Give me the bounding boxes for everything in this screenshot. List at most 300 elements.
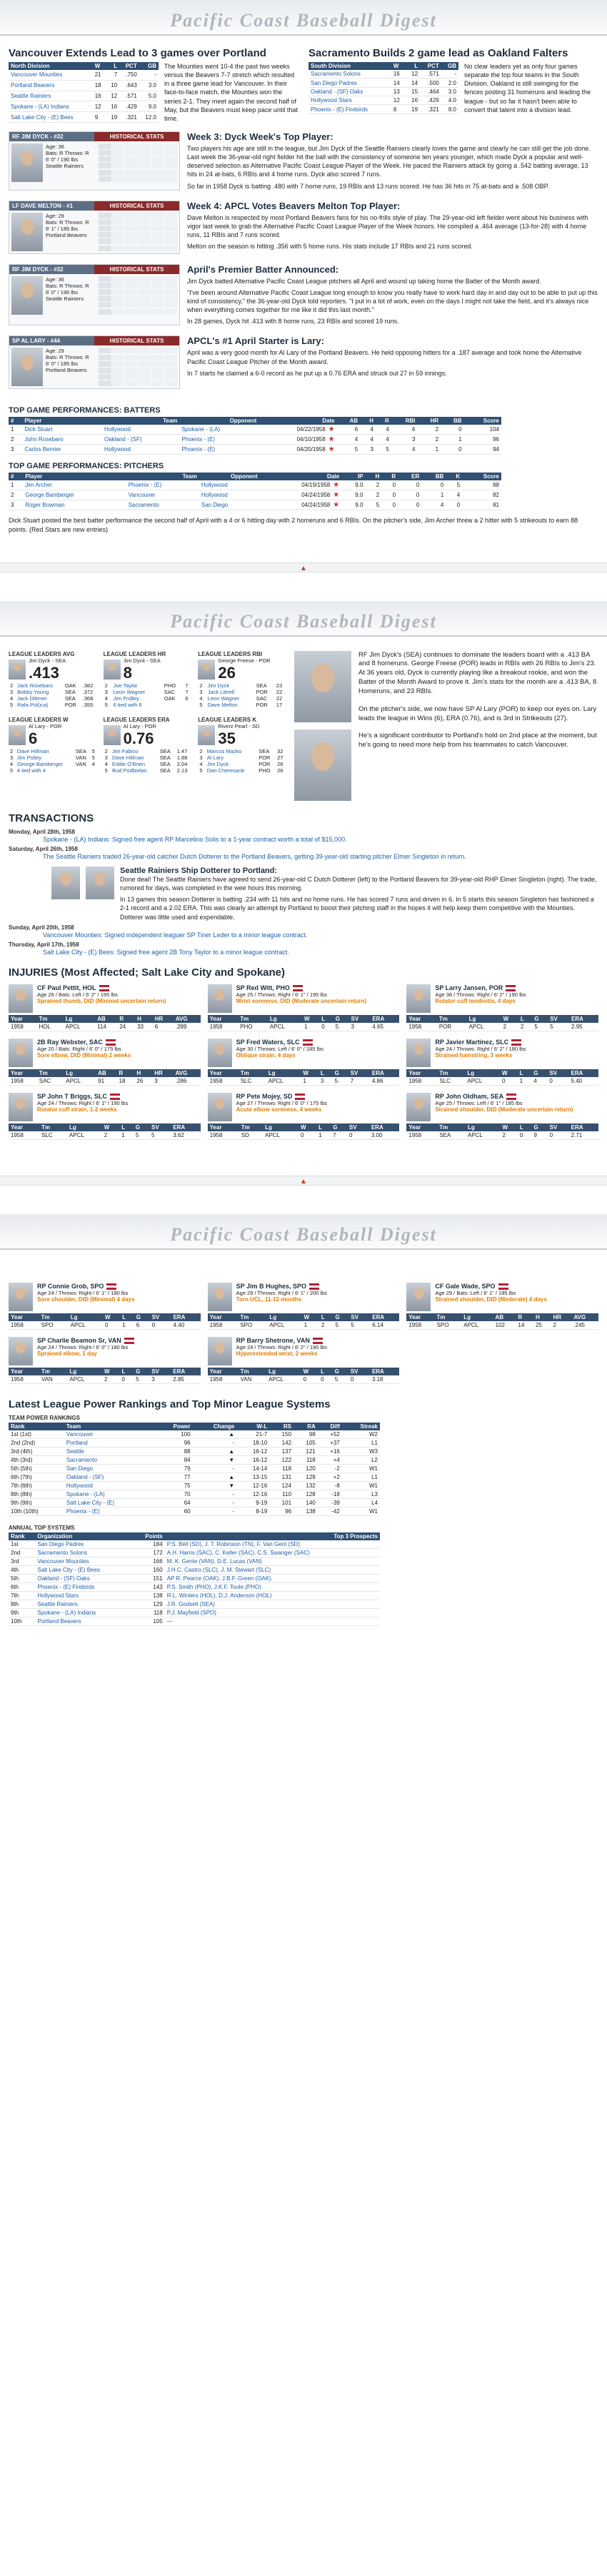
systems-cell: 6th xyxy=(9,1582,35,1591)
injury-stats-header xyxy=(9,1069,201,1077)
pitchers-cell: 0 xyxy=(446,500,462,510)
leader-photo xyxy=(104,725,121,745)
new-entry-star-icon: ★ xyxy=(333,491,340,500)
injury-stats-col-header: Tm xyxy=(239,1368,266,1375)
systems-cell: 7th xyxy=(9,1591,35,1600)
pitching-leaders xyxy=(9,717,287,774)
stats-cell xyxy=(112,289,125,295)
injury-card xyxy=(406,984,598,1031)
team-rankings-cell[interactable]: Spokane - (LA) xyxy=(64,1490,155,1498)
north-col-header: North Division xyxy=(9,62,93,70)
injured-player-name[interactable]: RP Connie Grob, SPO xyxy=(37,1282,104,1290)
stats-cell xyxy=(151,302,164,308)
systems-cell[interactable]: P.J. Mayfield (SPO) xyxy=(165,1608,380,1617)
injury-stats-col-header: L xyxy=(318,1069,333,1077)
injury-stats-col-header: L xyxy=(518,1069,532,1077)
south-cell[interactable]: Hollywood Stars xyxy=(308,96,391,105)
list-item xyxy=(104,702,193,708)
team-rankings-cell: L4 xyxy=(342,1498,380,1507)
digest-title: Pacific Coast Baseball Digest xyxy=(170,10,437,31)
injury-stats-col-header: Lg xyxy=(64,1015,96,1023)
leader-list-cell[interactable]: 6 tied with 6 xyxy=(113,701,142,708)
leader-list-cell xyxy=(91,767,98,774)
injured-player-info: Age 24 / Throws: Right / 6' 2" / 190 lbs xyxy=(236,1344,328,1351)
pitchers-cell[interactable]: Phoenix - (E) xyxy=(126,480,199,490)
leader-list-cell[interactable]: Dave Hillman xyxy=(111,754,144,761)
stats-cell xyxy=(125,170,138,176)
table-row xyxy=(9,1023,201,1031)
injured-player-name[interactable]: SP Larry Jansen, POR xyxy=(435,984,503,991)
leader-list-cell: POR xyxy=(64,701,76,708)
batters-cell[interactable]: Carlos Bernier xyxy=(22,445,102,455)
batters-cell: 2 xyxy=(417,435,441,445)
leader-value: .413 xyxy=(29,663,59,682)
leader-list-cell[interactable]: Jim Dyck xyxy=(206,760,229,767)
leader-list-cell[interactable]: Jim Polley xyxy=(16,754,42,761)
stats-cell xyxy=(125,368,138,373)
injury-stats-cell: 1958 xyxy=(406,1131,437,1140)
batters-col-header: Score xyxy=(464,417,501,425)
stats-cell xyxy=(125,143,138,149)
injury-stats-header xyxy=(9,1368,201,1375)
stats-cell xyxy=(165,283,178,288)
stats-cell xyxy=(125,283,138,288)
leader-list-cell[interactable]: Dave Hillman xyxy=(16,747,49,754)
leader-list-cell[interactable]: Al Lary xyxy=(206,754,224,761)
batters-cell[interactable]: John Rosebaro xyxy=(22,435,102,445)
injury-stats-col-header: ERA xyxy=(171,1313,201,1321)
north-cell[interactable]: Portland Beavers xyxy=(9,80,93,91)
stats-cell xyxy=(165,176,178,182)
team-rankings-cell: 140 xyxy=(294,1498,318,1507)
north-division xyxy=(9,47,299,123)
team-rankings-cell: 64 xyxy=(155,1498,192,1507)
systems-cell[interactable]: P.S. Smith (PHO), J.K.F. Toole (PHO) xyxy=(165,1582,380,1591)
transaction-text: Salt Lake City - (E) Bees: Signed free agent 2B Tony Taylor to a minor league contract. xyxy=(43,948,289,956)
injury-stats-cell: APCL xyxy=(267,1321,301,1330)
leaders-boards xyxy=(9,651,287,801)
batters-cell[interactable]: Hollywood xyxy=(102,425,179,435)
north-cell: 16 xyxy=(93,91,106,101)
injury-stats-col-header: L xyxy=(319,1015,333,1023)
banner-rule xyxy=(0,34,607,36)
transaction-3 xyxy=(9,924,598,939)
stats-cell xyxy=(99,374,111,380)
south-cell: 19 xyxy=(406,105,420,113)
injury-stats-col-header: Lg xyxy=(465,1069,500,1077)
injury-stats-cell: 1958 xyxy=(208,1077,239,1086)
trade-feature-title: Seattle Rainiers Ship Dotterer to Portland: xyxy=(120,866,278,875)
injury-stats-col-header: G xyxy=(134,1368,149,1375)
systems-cell: 166 xyxy=(133,1557,165,1565)
leader-list-cell[interactable]: Jack Littrell xyxy=(207,688,235,695)
injury-stats-cell: 4.86 xyxy=(370,1077,399,1086)
batters-cell: 6 xyxy=(337,425,361,435)
injury-stats-cell: SLC xyxy=(39,1131,67,1140)
injury-stats-cell: 2.71 xyxy=(569,1131,598,1140)
table-row xyxy=(9,101,159,112)
list-item xyxy=(9,682,98,689)
injured-player-name[interactable]: SP Charlie Beamon Sr, VAN xyxy=(37,1336,121,1344)
pitchers-cell[interactable]: Roger Bowman xyxy=(23,500,126,510)
systems-cell[interactable]: San Diego Padres xyxy=(35,1540,133,1549)
systems-cell[interactable]: Hollywood Stars xyxy=(35,1591,133,1600)
south-cell[interactable]: Sacramento Solons xyxy=(308,70,391,79)
stats-cell xyxy=(139,283,151,288)
injury-stats-cell: SPO xyxy=(39,1321,69,1330)
injury-stats-col-header: Year xyxy=(9,1123,39,1131)
systems-cell[interactable]: Phoenix - (E) Firebirds xyxy=(35,1582,133,1591)
leader-name: George Freese - POR xyxy=(218,657,271,664)
injury-stats-cell: APCL xyxy=(64,1023,96,1031)
team-rankings-cell[interactable]: Hollywood xyxy=(64,1481,155,1490)
batters-cell[interactable]: Spokane - (LA) xyxy=(179,425,259,435)
team-rankings-cell: -18 xyxy=(318,1490,342,1498)
systems-header-row xyxy=(9,1532,380,1540)
team-rankings-cell[interactable]: Portland xyxy=(64,1438,155,1447)
batters-col-header: Date xyxy=(259,417,336,425)
batting-leaders xyxy=(9,651,287,708)
systems-title: ANNUAL TOP SYSTEMS xyxy=(9,1524,75,1531)
injured-player-photo xyxy=(406,1039,431,1067)
injury-stats-header xyxy=(208,1123,400,1131)
systems-cell[interactable]: Portland Beavers xyxy=(35,1617,133,1625)
injury-stats-cell: 5 xyxy=(149,1131,171,1140)
pitchers-cell[interactable]: Vancouver xyxy=(126,490,199,500)
systems-table xyxy=(9,1532,380,1626)
leader-list-cell[interactable]: Bobby Young xyxy=(17,688,49,695)
injury-stats-cell: 26 xyxy=(134,1077,152,1086)
batters-cell[interactable]: Dick Stuart xyxy=(22,425,102,435)
player-info-line: Seattle Rainiers xyxy=(46,162,84,169)
table-row xyxy=(9,480,501,490)
stats-cell xyxy=(165,309,178,315)
injury-stats-col-header: Year xyxy=(406,1069,437,1077)
injury-grid xyxy=(9,984,598,1140)
team-rankings-cell[interactable]: Salt Lake City - (E) xyxy=(64,1498,155,1507)
stats-cell xyxy=(151,368,164,373)
injury-stats-cell: 33 xyxy=(135,1023,153,1031)
table-row xyxy=(9,1574,380,1582)
list-item xyxy=(104,761,193,767)
team-rankings-body xyxy=(9,1430,380,1516)
injury-stats-col-header: ERA xyxy=(370,1015,399,1023)
leader-list-cell: POR xyxy=(259,760,271,767)
injury-stats-col-header: AB xyxy=(95,1015,117,1023)
injury-stats-cell: 4 xyxy=(531,1077,547,1086)
table-row xyxy=(9,1438,380,1447)
leader-list-cell[interactable]: Jack Dittmer xyxy=(17,694,47,702)
trade-feature-text-2: In 13 games this season Dotterer is batting .234 with 11 hits and no home runs. He has scored 7 runs and driven in 6. In 5 starts this season Singleton has fashioned a 2-1 record and a 2.02 ERA. This was clearly an attempt by Portland to boost their pitching staff in the hopes it will help keep them competitive with the Mounties. Dotterer was little used and expendable. xyxy=(120,896,594,921)
north-body xyxy=(9,70,159,122)
north-cell: - xyxy=(139,70,159,80)
injury-stats-cell: 5 xyxy=(333,1375,348,1384)
flag-icon xyxy=(303,1039,313,1046)
injury-card xyxy=(406,1283,598,1330)
table-row xyxy=(9,1591,380,1600)
injured-player-name[interactable]: CF Gale Wade, SPO xyxy=(435,1282,496,1290)
leader-board xyxy=(198,651,287,708)
south-cell[interactable]: Oakland - (SF) Oaks xyxy=(308,87,391,96)
injury-stats-col-header: ERA xyxy=(370,1313,399,1321)
team-rankings-cell: ▲ xyxy=(193,1473,237,1481)
stats-cell xyxy=(125,296,138,301)
stats-cell xyxy=(139,226,151,231)
team-rankings-cell: 132 xyxy=(294,1481,318,1490)
batters-cell: 4 xyxy=(337,435,361,445)
stats-cell xyxy=(112,150,125,156)
list-item xyxy=(198,695,287,702)
stats-cell xyxy=(112,163,125,168)
pitchers-cell[interactable]: Hollywood xyxy=(199,480,260,490)
injury-stats-col-header: L xyxy=(120,1313,134,1321)
leader-list-cell: 5 xyxy=(104,767,108,774)
stats-cell xyxy=(165,289,178,295)
leader-list-cell: 5 xyxy=(10,701,14,708)
injury-stats-col-header: W xyxy=(301,1069,318,1077)
stats-cell xyxy=(99,380,111,386)
injured-player-name[interactable]: SP John T Briggs, SLC xyxy=(37,1092,107,1100)
leader-list-cell[interactable]: Dan Cheresarie xyxy=(206,767,245,774)
stats-cell xyxy=(112,213,125,218)
injured-player-info: Age 25 / Throws: Right / 6' 1" / 195 lbs xyxy=(236,991,328,999)
leader-list-cell: 4 xyxy=(199,760,203,767)
pitchers-cell: 5 xyxy=(446,480,462,490)
systems-cell: 2nd xyxy=(9,1548,35,1557)
pitchers-cell[interactable]: Hollywood xyxy=(199,490,260,500)
batters-cell: 3 xyxy=(9,445,22,455)
north-header-row xyxy=(9,62,159,70)
injury-stats-table xyxy=(208,1313,400,1330)
injured-player-name[interactable]: RP Barry Shetrone, VAN xyxy=(236,1336,310,1344)
leader-list-cell[interactable]: George Bamberger xyxy=(16,760,64,767)
leader-list-cell[interactable]: Eddie O'Brien xyxy=(111,760,146,767)
north-cell[interactable]: Vancouver Mounties xyxy=(9,70,93,80)
injury-stats-cell: 1958 xyxy=(9,1375,39,1384)
leader-list-cell[interactable]: Jim Fabico xyxy=(111,747,139,754)
injury-stats-col-header: G xyxy=(531,1069,547,1077)
leader-list xyxy=(9,748,98,774)
team-rankings-cell[interactable]: San Diego xyxy=(64,1464,155,1473)
injured-player-name[interactable]: SP Fred Waters, SLC xyxy=(236,1038,300,1046)
stats-cell xyxy=(99,232,111,238)
team-rankings-col-header: RA xyxy=(294,1423,318,1430)
injury-stats-cell: VAN xyxy=(39,1375,67,1384)
south-cell[interactable]: Phoenix - (E) Firebirds xyxy=(308,105,391,113)
injury-stats-col-header: W xyxy=(500,1069,518,1077)
injury-stats-col-header: G xyxy=(333,1313,348,1321)
table-row xyxy=(308,70,458,79)
team-rankings-cell[interactable]: Sacramento xyxy=(64,1455,155,1464)
award-text xyxy=(187,335,598,389)
systems-cell[interactable]: Sacramento Solons xyxy=(35,1548,133,1557)
leader-list-cell[interactable]: Leon Wagner xyxy=(207,694,240,702)
injured-player-name[interactable]: RP Javier Martinez, SLC xyxy=(435,1038,509,1046)
leader-list-cell[interactable]: Jim Fridley xyxy=(113,694,139,702)
list-item xyxy=(198,767,287,774)
leader-list-cell: 27 xyxy=(277,754,284,761)
leader-list-cell[interactable]: Bud Podbielan xyxy=(111,767,147,774)
systems-cell[interactable]: A.H. Harris (SAC), C. Keller (SAC), C.S. Swanger (SAC) xyxy=(165,1548,380,1557)
leader-list xyxy=(198,682,287,708)
table-row xyxy=(9,1600,380,1608)
stats-cell xyxy=(112,283,125,288)
systems-cell: 3rd xyxy=(9,1557,35,1565)
systems-cell[interactable]: — xyxy=(165,1617,380,1625)
systems-cell[interactable]: Oakland - (SF) Oaks xyxy=(35,1574,133,1582)
team-rankings-cell[interactable]: Phoenix - (E) xyxy=(64,1507,155,1515)
stats-cell xyxy=(165,348,178,353)
team-rankings-cell: ▼ xyxy=(193,1455,237,1464)
leader-list-cell: 1.88 xyxy=(176,754,188,761)
batters-cell: 6 xyxy=(391,425,418,435)
systems-cell: 160 xyxy=(133,1565,165,1574)
systems-cell[interactable]: Spokane - (LA) Indians xyxy=(35,1608,133,1617)
south-cell[interactable]: San Diego Padres xyxy=(308,79,391,87)
injured-player-name[interactable]: RP John Oldham, SEA xyxy=(435,1092,504,1100)
systems-cell[interactable]: Vancouver Mounties xyxy=(35,1557,133,1565)
leader-list-cell: 3 xyxy=(10,754,14,761)
systems-cell[interactable]: P.S. Bell (SD), J. T. Robinson (TN), F. Van Gent (SD) xyxy=(165,1540,380,1549)
player-info-line: Bats: R Throws: R xyxy=(46,282,89,289)
award-paragraph: Two players his age are still in the league, but Jim Dyck of the Seattle Rainiers clearly loves the game and clearly he can still get the job done. Last week the 36-year-old right fielder hit the ball with the consistency of someone ten years younger, which made Dyck a popular and well-deserved selection as Alternative Pacific Coast League Player of the Week. He paced the Rainiers attack by going a .542 batting average, 13 hits in 24 at-bats, 6 RBIs and 4 home runs. Dyck also scored 7 runs. xyxy=(187,144,591,178)
leader-name: Riverz Pearl - SD xyxy=(218,722,260,729)
team-rankings-cell[interactable]: Vancouver xyxy=(64,1430,155,1439)
batters-cell[interactable]: Phoenix - (E) xyxy=(179,445,259,455)
leader-list-cell[interactable]: Rafa Pol(ica) xyxy=(17,701,49,708)
systems-cell[interactable]: J.R. Godsell (SEA) xyxy=(165,1600,380,1608)
stats-cell xyxy=(151,374,164,380)
team-rankings-cell: - xyxy=(193,1464,237,1473)
injured-player-name[interactable]: RP Pete Mojey, SD xyxy=(236,1092,293,1100)
leader-list-cell: 2 xyxy=(199,682,203,689)
leader-list-cell: 3 xyxy=(104,754,108,761)
award-block xyxy=(9,264,598,326)
stats-cell xyxy=(151,380,164,386)
leader-list-cell[interactable]: Joe Taylor xyxy=(113,682,138,689)
page-banner-3 xyxy=(0,1214,607,1254)
systems-cell[interactable]: R.L. Winters (HOL), D.J. Anderson (HOL) xyxy=(165,1591,380,1600)
stats-cell xyxy=(112,309,125,315)
injury-stats-header xyxy=(406,1069,598,1077)
leader-list-cell: 23 xyxy=(276,682,283,689)
injured-player-photo xyxy=(406,984,431,1013)
batters-cell[interactable]: Oakland - (SF) xyxy=(102,435,179,445)
leader-list-cell[interactable]: Jack Rosebaro xyxy=(17,682,54,689)
leader-list-cell: 5 xyxy=(199,767,203,774)
north-cell[interactable]: Seattle Rainiers xyxy=(9,91,93,101)
team-rankings-cell[interactable]: Seattle xyxy=(64,1447,155,1455)
systems-cell[interactable]: M. K. Gente (VAN), D.E. Lucas (VAN) xyxy=(165,1557,380,1565)
team-rankings-cell: 12-16 xyxy=(236,1481,269,1490)
pitchers-cell[interactable]: George Bamberger xyxy=(23,490,126,500)
pitchers-cell: 9.0 xyxy=(341,500,365,510)
pitchers-cell: 0 xyxy=(421,480,446,490)
pitchers-cell[interactable]: Jim Archer xyxy=(23,480,126,490)
injury-stats-header xyxy=(9,1123,201,1131)
team-rankings-cell[interactable]: Oakland - (SF) xyxy=(64,1473,155,1481)
injury-stats-col-header: G xyxy=(333,1368,348,1375)
injury-stats-col-header: HR xyxy=(551,1313,572,1321)
injured-player-name[interactable]: SP Jim B Hughes, SPO xyxy=(236,1282,307,1290)
list-item xyxy=(104,767,193,774)
pitchers-cell[interactable]: Sacramento xyxy=(126,500,199,510)
systems-cell[interactable]: AP R. Pearce (OAK), J.B.F. Green (OAK) xyxy=(165,1574,380,1582)
leaders-section xyxy=(0,641,607,801)
injury-card xyxy=(208,1039,400,1086)
batters-cell[interactable]: Phoenix - (E) xyxy=(179,435,259,445)
batters-cell: 2 xyxy=(417,425,441,435)
flag-icon xyxy=(293,985,303,991)
injury-stats-cell: APCL xyxy=(467,1023,501,1031)
leader-list-cell[interactable]: 4 tied with 4 xyxy=(16,767,46,774)
batters-cell[interactable]: Hollywood xyxy=(102,445,179,455)
table-row xyxy=(9,500,501,510)
batters-header-row xyxy=(9,417,501,425)
stats-cell xyxy=(112,368,125,373)
injury-stats-col-header: Tm xyxy=(36,1015,63,1023)
north-cell[interactable]: Spokane - (LA) Indians xyxy=(9,101,93,112)
stats-cell xyxy=(165,156,178,162)
injury-stats-table xyxy=(9,1015,201,1031)
leader-list-cell[interactable]: Leon Wagner xyxy=(113,688,146,695)
leader-list-cell[interactable]: Jim Dyck xyxy=(207,682,230,689)
injury-stats-cell: 5 xyxy=(333,1077,348,1086)
pitchers-cell[interactable]: San Diego xyxy=(199,500,260,510)
systems-cell[interactable]: Salt Lake City - (E) Bees xyxy=(35,1565,133,1574)
leader-list-cell[interactable]: Marcus Mazko xyxy=(206,747,242,754)
team-rankings-cell: +37 xyxy=(318,1438,342,1447)
systems-body xyxy=(9,1540,380,1626)
team-rankings-cell: 5th (5th) xyxy=(9,1464,64,1473)
stats-cell xyxy=(99,170,111,176)
batters-col-header: Player xyxy=(22,417,102,425)
injury-status: Torn UCL, 11-12 months xyxy=(236,1296,302,1303)
batters-cell: 0 xyxy=(441,425,464,435)
team-rankings-col-header: Change xyxy=(193,1423,237,1430)
injured-player-name[interactable]: CF Paul Pettit, HOL xyxy=(37,984,96,991)
stats-cell xyxy=(125,163,138,168)
leader-title: LEAGUE LEADERS K xyxy=(198,716,257,723)
injury-stats-cell: APCL xyxy=(69,1321,103,1330)
systems-cell[interactable]: J.H.C. Castro (SLC), J. M. Stewart (SLC) xyxy=(165,1565,380,1574)
player-info-line: 6' 0" / 185 lbs xyxy=(46,360,78,368)
injury-stats-cell: 2 xyxy=(518,1023,532,1031)
stats-cell xyxy=(165,361,178,367)
south-col-header: W xyxy=(391,62,406,70)
trade-feature xyxy=(51,867,598,921)
injury-card xyxy=(208,984,400,1031)
injury-status: Rotator cuff tendinitis, 4 days xyxy=(435,998,516,1005)
team-rankings-cell: 13-15 xyxy=(236,1473,269,1481)
injury-stats-cell: 7 xyxy=(348,1077,370,1086)
north-cell: 7 xyxy=(106,70,119,80)
leader-list-cell[interactable]: Dave Melton xyxy=(207,701,238,708)
north-cell[interactable]: Salt Lake City - (E) Bees xyxy=(9,112,93,123)
stats-cell xyxy=(165,232,178,238)
stats-cell xyxy=(139,176,151,182)
injured-player-name[interactable]: SP Red Witt, PHO xyxy=(236,984,290,991)
systems-cell[interactable]: Seattle Rainiers xyxy=(35,1600,133,1608)
leader-list-cell: SAC xyxy=(256,694,267,702)
stats-cell xyxy=(165,238,178,244)
injured-player-name[interactable]: 2B Ray Webster, SAC xyxy=(37,1038,103,1046)
stats-cell xyxy=(139,348,151,353)
team-rankings-cell: -8 xyxy=(318,1481,342,1490)
injured-player-photo xyxy=(208,1283,232,1311)
stats-cell xyxy=(151,176,164,182)
new-entry-star-icon: ★ xyxy=(333,481,340,490)
